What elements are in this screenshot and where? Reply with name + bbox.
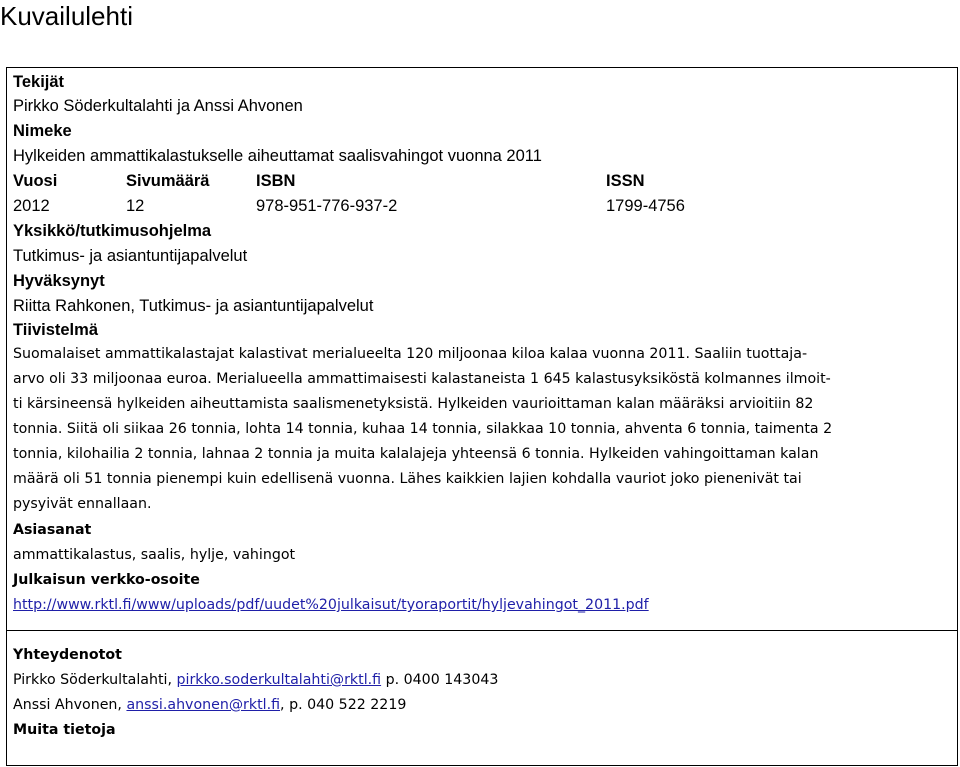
title-label: Nimeke (13, 122, 72, 140)
publication-link[interactable]: http://www.rktl.fi/www/uploads/pdf/uudet%20julkaisut/tyoraportit/hyljevahingot_2011.pdf (13, 597, 649, 613)
keywords-value: ammattikalastus, saalis, hylje, vahingot (13, 547, 296, 563)
contact-email-link[interactable]: anssi.ahvonen@rktl.fi (126, 697, 281, 713)
contact-row-1 (13, 668, 955, 693)
abstract-line: Suomalaiset ammattikalastajat kalastivat merialueelta 120 miljoonaa kiloa kalaa vuonna 2011. Saaliin tuottaja- (13, 346, 808, 362)
title-value: Hylkeiden ammattikalastukselle aiheuttamat saalisvahingot vuonna 2011 (13, 147, 542, 165)
contact-phone: p. 0400 143043 (381, 672, 499, 688)
unit-label: Yksikkö/tutkimusohjelma (13, 222, 212, 240)
unit-value: Tutkimus- ja asiantuntijapalvelut (13, 247, 248, 265)
year-value: 2012 (13, 197, 50, 215)
isbn-label: ISBN (256, 172, 296, 190)
authors-value: Pirkko Söderkultalahti ja Anssi Ahvonen (13, 97, 303, 115)
abstract-line: pysyivät ennallaan. (13, 496, 152, 512)
keywords-label: Asiasanat (13, 522, 92, 538)
contacts-label: Yhteydenotot (13, 647, 122, 663)
abstract-text (13, 342, 955, 517)
pages-value: 12 (126, 197, 145, 215)
abstract-line: tonnia, kilohailia 2 tonnia, lahnaa 2 tonnia ja muita kalalajeja yhteensä 6 tonnia. Hylkeiden vahingoittaman kalan (13, 446, 819, 462)
isbn-value: 978-951-776-937-2 (256, 197, 398, 215)
abstract-label: Tiivistelmä (13, 321, 98, 339)
abstract-line: määrä oli 51 tonnia pienempi kuin edellisenä vuonna. Lähes kaikkien lajien kohdalla vauriot joko pienenivät tai (13, 471, 802, 487)
contact-row-2 (13, 693, 955, 718)
pages-label: Sivumäärä (126, 172, 210, 190)
contact-name: Pirkko Söderkultalahti, (13, 672, 177, 688)
description-sheet (6, 67, 958, 766)
issn-label: ISSN (606, 172, 645, 190)
other-info-label: Muita tietoja (13, 722, 116, 738)
year-label: Vuosi (13, 172, 58, 190)
approved-value: Riitta Rahkonen, Tutkimus- ja asiantuntijapalvelut (13, 297, 374, 315)
approved-label: Hyväksynyt (13, 272, 105, 290)
contact-name: Anssi Ahvonen, (13, 697, 127, 713)
abstract-line: tonnia. Siitä oli siikaa 26 tonnia, lohta 14 tonnia, kuhaa 14 tonnia, silakkaa 10 tonnia, ahventa 6 tonnia, taimenta 2 (13, 421, 833, 437)
authors-label: Tekijät (13, 73, 65, 91)
issn-value: 1799-4756 (606, 197, 685, 215)
abstract-line: arvo oli 33 miljoonaa euroa. Merialueella ammattimaisesti kalastaneista 1 645 kalastusyksiköstä kolmannes ilmoit- (13, 371, 831, 387)
url-label: Julkaisun verkko-osoite (13, 572, 200, 588)
contact-phone: , p. 040 522 2219 (280, 697, 407, 713)
page-title: Kuvailulehti (0, 1, 133, 31)
contact-email-link[interactable]: pirkko.soderkultalahti@rktl.fi (176, 672, 382, 688)
abstract-line: ti kärsineensä hylkeiden aiheuttamista saalismenetyksistä. Hylkeiden vaurioittaman kalan määräksi arvioitiin 82 (13, 396, 814, 412)
section-divider (7, 630, 957, 631)
